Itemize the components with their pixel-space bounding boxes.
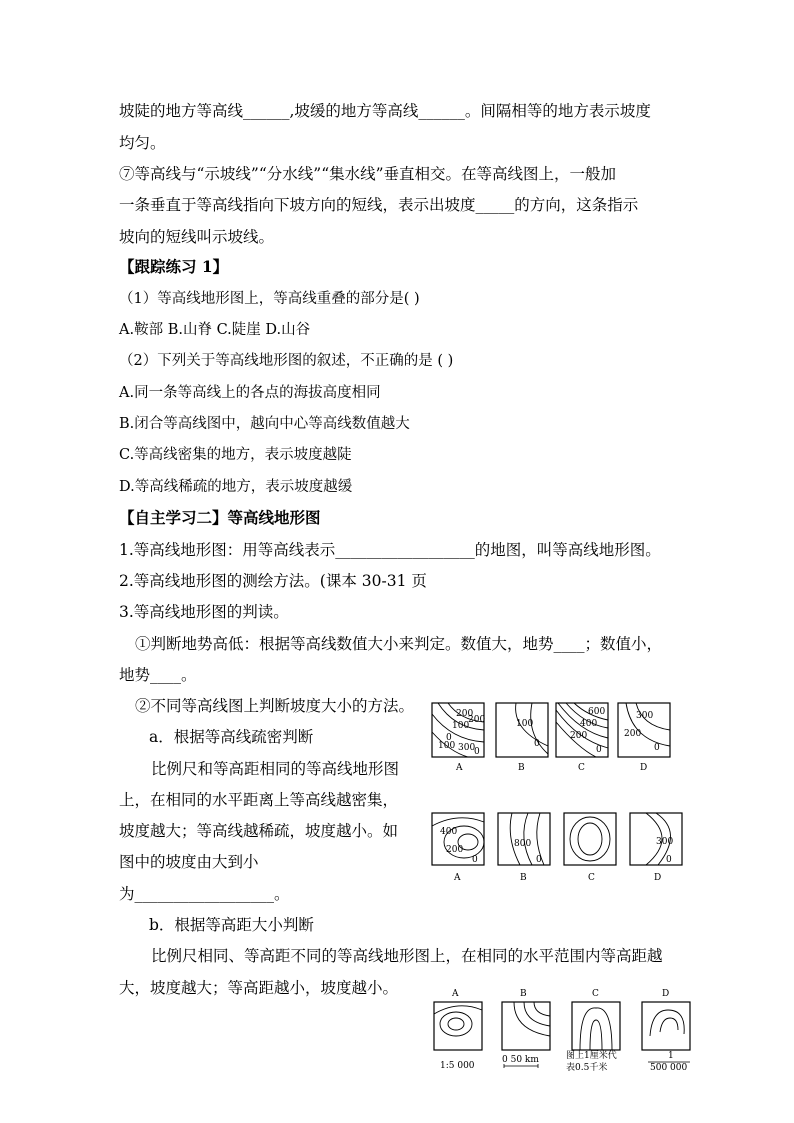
figure-label: B [518, 763, 525, 772]
contour-value: 400 [440, 827, 458, 837]
contour-value: 0 [596, 745, 602, 755]
figure-label: A [454, 873, 461, 882]
contour-value: 0 [666, 855, 672, 865]
text-line: 坡度越大；等高线越稀疏，坡度越小。如 [119, 822, 399, 840]
text-line: ①判断地势高低：根据等高线数值大小来判定。数值大，地势____；数值小， [135, 635, 663, 653]
figure-label: D [654, 873, 662, 882]
scale-label: 500 000 [650, 1063, 688, 1072]
text-line: b．根据等高距大小判断 [149, 916, 314, 934]
text-line: 比例尺和等高距相同的等高线地形图 [151, 760, 400, 778]
text-line: 上，在相同的水平距离上等高线越密集， [119, 791, 399, 809]
figure-label: B [520, 873, 527, 882]
text-line: 比例尺相同、等高距不同的等高线地形图上，在相同的水平范围内等高距越 [151, 947, 663, 965]
figure-label: C [578, 763, 585, 772]
contour-value: 300 [636, 711, 654, 721]
text-line: 坡陡的地方等高线______,坡缓的地方等高线______。间隔相等的地方表示坡度 [119, 102, 651, 120]
text-line: 一条垂直于等高线指向下坡方向的短线，表示出坡度_____的方向，这条指示 [119, 196, 639, 214]
scale-label: 1 [668, 1051, 674, 1061]
text-line: 图中的坡度由大到小 [119, 853, 259, 871]
text-line: 地势____。 [119, 666, 197, 684]
text-line: ②不同等高线图上判断坡度大小的方法。 [135, 697, 415, 715]
contour-figure-sparsity [428, 808, 690, 882]
text-line: a．根据等高线疏密判断 [149, 728, 314, 746]
question-options: A.鞍部 B.山脊 C.陡崖 D.山谷 [119, 322, 311, 338]
figure-label: B [520, 989, 527, 999]
figure-label: D [662, 989, 670, 999]
text-line: 2.等高线地形图的测绘方法。(课本 30-31 页 [119, 572, 427, 590]
contour-value: 800 [514, 839, 532, 849]
contour-figure-density [428, 700, 690, 772]
text-line: 1.等高线地形图：用等高线表示__________________的地图，叫等高线地形图。 [119, 541, 661, 559]
contour-value: 400 [580, 719, 598, 729]
scale-label: 表0.5千米 [566, 1063, 608, 1072]
contour-value: 0 [474, 747, 480, 757]
contour-value: 300 [656, 837, 674, 847]
option: A.同一条等高线上的各点的海拔高度相同 [119, 385, 381, 401]
contour-value: 0 [534, 739, 540, 749]
section-heading: 【自主学习二】等高线地形图 [119, 508, 321, 527]
text-line: 为__________________。 [119, 885, 290, 903]
contour-value: 200 [570, 731, 588, 741]
question: （2）下列关于等高线地形图的叙述，不正确的是 ( ) [119, 353, 454, 369]
contour-value: 0 [654, 743, 660, 753]
question: （1）等高线地形图上，等高线重叠的部分是( ) [119, 291, 420, 307]
text-line: 3.等高线地形图的判读。 [119, 603, 289, 621]
scale-label: 图上1厘米代 [566, 1051, 617, 1061]
contour-value: 100 [516, 719, 534, 729]
text-line: 均匀。 [119, 134, 166, 152]
text-line: ⑦等高线与“示坡线”“分水线”“集水线”垂直相交。在等高线图上，一般加 [119, 165, 617, 183]
figure-label: A [452, 989, 459, 999]
contour-value: 100 [452, 721, 470, 731]
contour-value: 0 [446, 733, 452, 743]
contour-value: 200 [624, 729, 642, 739]
figure-label: C [588, 873, 595, 882]
text-line: 大，坡度越大；等高距越小，坡度越小。 [119, 979, 399, 997]
scale-label: 0 50 km [502, 1055, 539, 1065]
contour-value: 200 [456, 709, 474, 719]
contour-value: 0 [536, 855, 542, 865]
contour-value: 300 [458, 743, 476, 753]
section-heading: 【跟踪练习 1】 [119, 257, 229, 276]
contour-value: 200 [468, 715, 486, 725]
contour-value: 200 [446, 845, 464, 855]
text-line: 坡向的短线叫示坡线。 [119, 228, 275, 246]
option: C.等高线密集的地方，表示坡度越陡 [119, 447, 352, 463]
contour-value: 600 [588, 707, 606, 717]
option: D.等高线稀疏的地方，表示坡度越缓 [119, 479, 353, 495]
contour-figure-interval [428, 986, 694, 1072]
contour-value: 0 [472, 855, 478, 865]
figure-label: D [640, 763, 648, 772]
option: B.闭合等高线图中，越向中心等高线数值越大 [119, 416, 410, 432]
scale-label: 1:5 000 [440, 1061, 475, 1071]
figure-label: C [592, 989, 599, 999]
contour-value: 100 [438, 741, 456, 751]
figure-label: A [456, 763, 463, 772]
